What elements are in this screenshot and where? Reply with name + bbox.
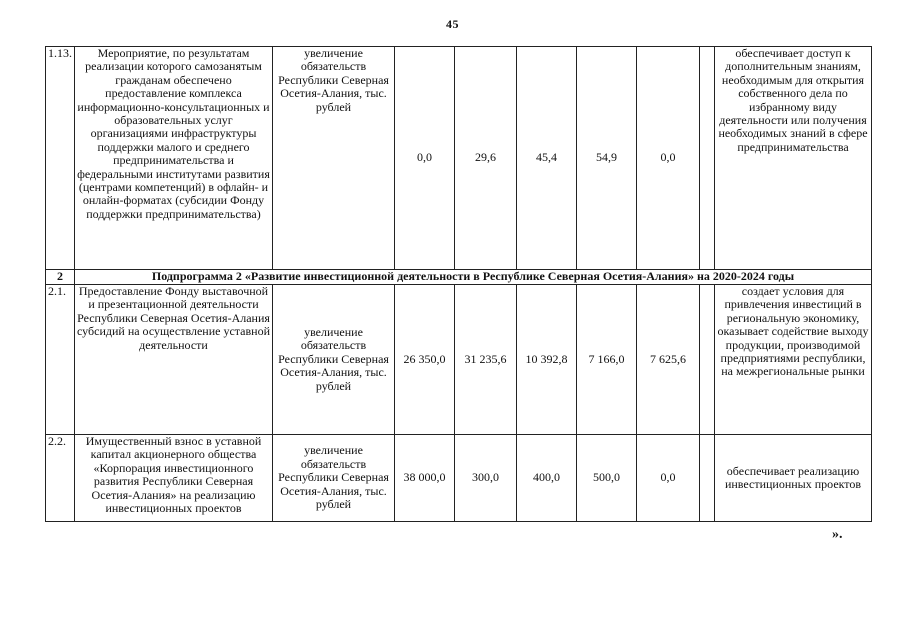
- subprogram-row: [46, 270, 872, 285]
- row-number: 2.1.: [46, 285, 75, 435]
- page-number: 45: [446, 17, 459, 31]
- value-2021: 29,6: [455, 47, 517, 270]
- value-2022: 400,0: [517, 435, 577, 522]
- measure-description: Имущественный взнос в уставной капитал акционерного общества «Корпорация инвестиционного развития Республики Северная Осетия-Алания» на реализацию инвестиционных проектов: [75, 435, 273, 522]
- indicator-cell: увеличение обязательств Республики Северная Осетия-Алания, тыс. рублей: [273, 47, 395, 270]
- table-row: [46, 285, 872, 435]
- table-row: [46, 435, 872, 522]
- value-2020: 0,0: [395, 47, 455, 270]
- value-2021: 300,0: [455, 435, 517, 522]
- value-2023: 54,9: [577, 47, 637, 270]
- value-2024: 0,0: [637, 47, 700, 270]
- subprogram-title: Подпрограмма 2 «Развитие инвестиционной деятельности в Республике Северная Осетия-Алания» на 2020-2024 годы: [75, 270, 872, 285]
- indicator-cell: увеличение обязательств Республики Северная Осетия-Алания, тыс. рублей: [273, 435, 395, 522]
- row-number: 2.2.: [46, 435, 75, 522]
- closing-quote-mark: ».: [832, 527, 843, 542]
- value-2022: 45,4: [517, 47, 577, 270]
- measure-description: Мероприятие, по результатам реализации которого самозанятым гражданам обеспечено предоставление комплекса информационно-консультационных и образовательных услуг организациями инфраструктуры поддержки малого и среднего предпринимательства и федеральными институтами развития (центрами компетенций) в офлайн- и онлайн-форматах (субсидии Фонду поддержки предпринимательства): [75, 47, 273, 270]
- table-row: [46, 47, 872, 270]
- indicator-cell: увеличение обязательств Республики Северная Осетия-Алания, тыс. рублей: [273, 285, 395, 435]
- expected-result: создает условия для привлечения инвестиций в региональную экономику, оказывает содействие выходу продукции, производимой предприятиями республики, на межрегиональные рынки: [715, 285, 872, 435]
- expected-result: обеспечивает доступ к дополнительным знаниям, необходимым для открытия собственного дела по избранному виду деятельности или получения необходимых знаний в сфере предпринимательства: [715, 47, 872, 270]
- spacer-cell: [700, 47, 715, 270]
- row-number: 1.13.: [46, 47, 75, 270]
- value-2024: 7 625,6: [637, 285, 700, 435]
- value-2022: 10 392,8: [517, 285, 577, 435]
- value-2023: 500,0: [577, 435, 637, 522]
- value-2020: 38 000,0: [395, 435, 455, 522]
- spacer-cell: [700, 285, 715, 435]
- expected-result: обеспечивает реализацию инвестиционных проектов: [715, 435, 872, 522]
- subprogram-number: 2: [46, 270, 75, 285]
- value-2020: 26 350,0: [395, 285, 455, 435]
- value-2021: 31 235,6: [455, 285, 517, 435]
- value-2023: 7 166,0: [577, 285, 637, 435]
- value-2024: 0,0: [637, 435, 700, 522]
- program-measures-table: [45, 46, 872, 522]
- spacer-cell: [700, 435, 715, 522]
- measure-description: Предоставление Фонду выставочной и презентационной деятельности Республики Северная Осетия-Алания субсидий на осуществление уставной деятельности: [75, 285, 273, 435]
